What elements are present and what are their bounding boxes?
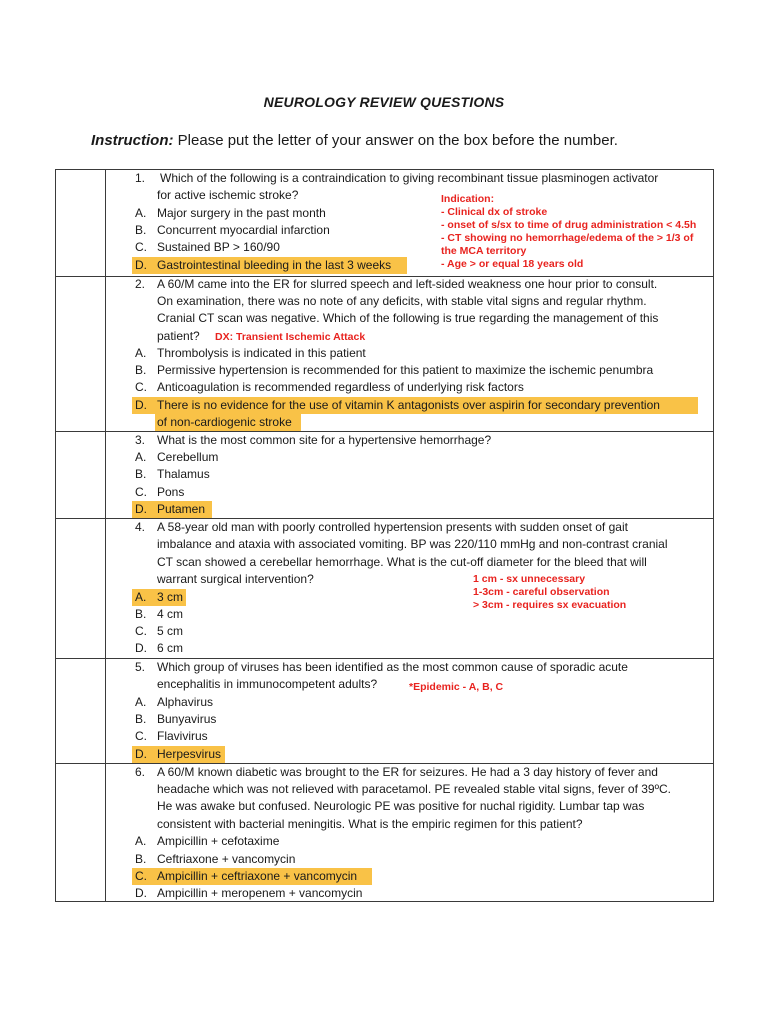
answer-box-5[interactable] [56, 659, 105, 763]
choice-text: Ampicillin + cefotaxime [157, 834, 280, 848]
choice-letter: D. [135, 502, 147, 516]
annotation-line: > 3cm - requires sx evacuation [473, 599, 627, 611]
choice-letter: C. [135, 380, 147, 394]
annotation-line: 1-3cm - careful observation [473, 586, 610, 598]
instruction [91, 132, 618, 149]
question-stem: warrant surgical intervention? [157, 572, 314, 586]
choice-letter: D. [135, 641, 147, 655]
instruction-label: Instruction: [91, 132, 174, 149]
choice-text: Major surgery in the past month [157, 206, 326, 220]
annotation-line: - Age > or equal 18 years old [441, 258, 584, 270]
choice-letter: C. [135, 240, 147, 254]
choice-text: Alphavirus [157, 695, 214, 709]
choice-letter: A. [135, 590, 147, 604]
question-stem: Which of the following is a contraindication to giving recombinant tissue plasminogen activator [160, 171, 659, 185]
choice-text: of non-cardiogenic stroke [157, 415, 292, 429]
answer-box-6[interactable] [56, 764, 105, 901]
annotation-note: *Epidemic - A, B, C [409, 681, 504, 693]
choice-text: Bunyavirus [157, 712, 217, 726]
choice-text: Ceftriaxone + vancomycin [157, 852, 296, 866]
question-stem: Which group of viruses has been identified as the most common cause of sporadic acute [157, 660, 628, 674]
question-stem: Cranial CT scan was negative. Which of the following is true regarding the management of this [157, 311, 659, 325]
choice-letter: B. [135, 223, 147, 237]
choice-text: Anticoagulation is recommended regardless of underlying risk factors [157, 380, 524, 394]
question-stem: consistent with bacterial meningitis. What is the empiric regimen for this patient? [157, 817, 583, 831]
question-number: 3. [135, 433, 146, 447]
choice-letter: A. [135, 834, 147, 848]
choice-text: Concurrent myocardial infarction [157, 223, 330, 237]
choice-text: Ampicillin + ceftriaxone + vancomycin [157, 869, 358, 883]
choice-text: Thrombolysis is indicated in this patient [157, 346, 366, 360]
question-stem: headache which was not relieved with paracetamol. PE revealed stable vital signs, fever of 39ºC. [157, 782, 671, 796]
choice-letter: D. [135, 886, 147, 900]
choice-letter: B. [135, 363, 147, 377]
choice-text: 3 cm [157, 590, 184, 604]
page-title: NEUROLOGY REVIEW QUESTIONS [263, 94, 505, 110]
choice-text: 5 cm [157, 624, 184, 638]
choice-text: Ampicillin + meropenem + vancomycin [157, 886, 363, 900]
choice-text: 4 cm [157, 607, 184, 621]
choice-text: Flavivirus [157, 729, 208, 743]
choice-letter: B. [135, 607, 147, 621]
answer-column-divider [105, 169, 106, 902]
question-number: 4. [135, 520, 146, 534]
question-stem: for active ischemic stroke? [157, 188, 299, 202]
question-stem: A 60/M came into the ER for slurred speech and left-sided weakness one hour prior to consult. [157, 277, 658, 291]
choice-letter: D. [135, 258, 147, 272]
question-stem: A 60/M known diabetic was brought to the ER for seizures. He had a 3 day history of fever and [157, 765, 658, 779]
question-stem: imbalance and ataxia with associated vomiting. BP was 220/110 mmHg and non-contrast cranial [157, 537, 668, 551]
annotation-line: - CT showing no hemorrhage/edema of the > 1/3 of [441, 232, 694, 244]
annotation-line: Indication: [441, 193, 495, 205]
choice-text: Pons [157, 485, 185, 499]
choice-letter: C. [135, 869, 147, 883]
question-number: 5. [135, 660, 146, 674]
question-number: 2. [135, 277, 146, 291]
answer-box-4[interactable] [56, 519, 105, 658]
question-stem: CT scan showed a cerebellar hemorrhage. What is the cut-off diameter for the bleed that will [157, 555, 647, 569]
diagnosis-note: DX: Transient Ischemic Attack [215, 331, 366, 343]
choice-letter: A. [135, 346, 147, 360]
question-stem: On examination, there was no note of any deficits, with stable vital signs and regular rhythm. [157, 294, 647, 308]
choice-letter: B. [135, 712, 147, 726]
question-number: 6. [135, 765, 146, 779]
annotation-line: - Clinical dx of stroke [441, 206, 548, 218]
choice-text: There is no evidence for the use of vitamin K antagonists over aspirin for secondary prevention [157, 398, 660, 412]
choice-text: Putamen [157, 502, 206, 516]
question-stem: What is the most common site for a hypertensive hemorrhage? [157, 433, 492, 447]
choice-letter: D. [135, 747, 147, 761]
instruction-text: Please put the letter of your answer on the box before the number. [173, 132, 618, 149]
choice-letter: A. [135, 206, 147, 220]
choice-text: Thalamus [157, 467, 210, 481]
choice-letter: C. [135, 485, 147, 499]
choice-letter: C. [135, 729, 147, 743]
choice-letter: B. [135, 467, 147, 481]
choice-letter: A. [135, 450, 147, 464]
question-number: 1. [135, 171, 146, 185]
annotation-line: 1 cm - sx unnecessary [473, 573, 586, 585]
annotation-line: the MCA territory [441, 245, 527, 257]
choice-text: Permissive hypertension is recommended for this patient to maximize the ischemic penumbra [157, 363, 654, 377]
choice-text: Herpesvirus [157, 747, 222, 761]
choice-letter: B. [135, 852, 147, 866]
choice-text: Gastrointestinal bleeding in the last 3 weeks [157, 258, 392, 272]
choice-letter: D. [135, 398, 147, 412]
annotation-line: - onset of s/sx to time of drug administration < 4.5h [441, 219, 697, 231]
choice-letter: A. [135, 695, 147, 709]
answer-box-2[interactable] [56, 277, 105, 431]
question-stem: patient? [157, 329, 200, 343]
choice-text: 6 cm [157, 641, 184, 655]
choice-text: Sustained BP > 160/90 [157, 240, 280, 254]
question-stem: encephalitis in immunocompetent adults? [157, 677, 378, 691]
choice-text: Cerebellum [157, 450, 219, 464]
question-stem: He was awake but confused. Neurologic PE was positive for nuchal rigidity. Lumbar tap was [157, 799, 645, 813]
choice-letter: C. [135, 624, 147, 638]
answer-box-3[interactable] [56, 432, 105, 518]
question-stem: A 58-year old man with poorly controlled hypertension presents with sudden onset of gait [157, 520, 628, 534]
answer-box-1[interactable] [56, 170, 105, 276]
